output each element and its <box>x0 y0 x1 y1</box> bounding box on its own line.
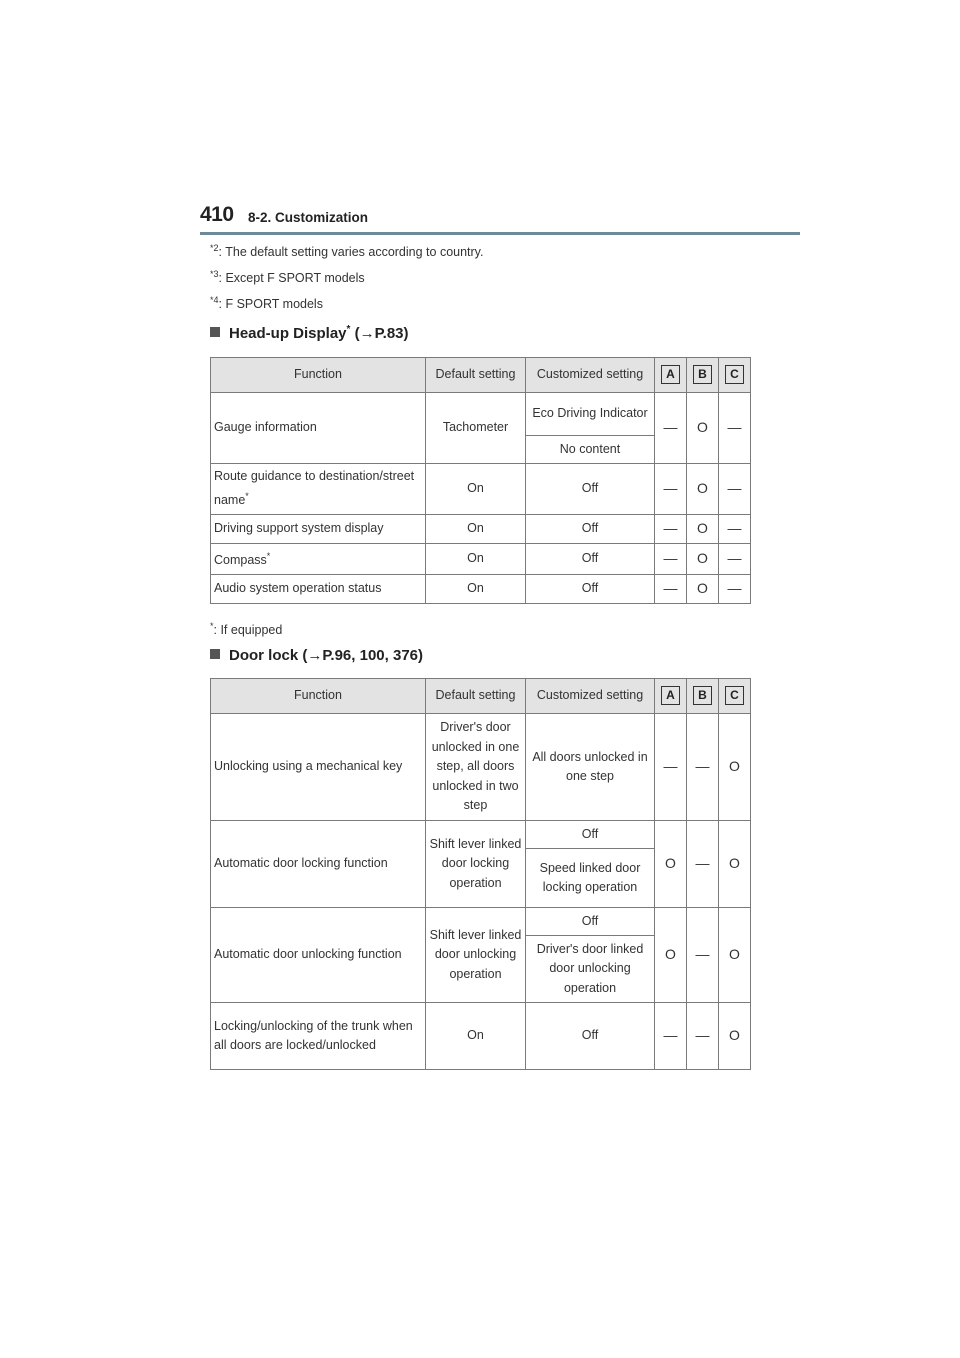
col-a: A <box>655 358 687 393</box>
table-row: Speed linked door locking operation <box>211 849 751 908</box>
note-4: $^{*4}$: F SPORT models <box>210 295 323 312</box>
door-table <box>210 678 751 1070</box>
table-row: Automatic door unlocking function Shift lever linked door unlocking operation Off O — O <box>211 908 751 936</box>
col-function: Function <box>211 358 426 393</box>
table-row: Compass* On Off — O — <box>211 544 751 575</box>
hud-heading: Head-up Display* (→P.83) <box>210 324 409 342</box>
col-customized: Customized setting <box>526 358 655 393</box>
col-function: Function <box>211 679 426 714</box>
col-a: A <box>655 679 687 714</box>
col-c: C <box>719 679 751 714</box>
table-row: Driving support system display On Off — O — <box>211 515 751 544</box>
col-b: B <box>687 679 719 714</box>
page-number: 410 <box>200 203 234 226</box>
table-row: No content <box>211 436 751 464</box>
table-row: Driver's door linked door unlocking operation <box>211 936 751 1003</box>
table-row: Locking/unlocking of the trunk when all doors are locked/unlocked On Off — — O <box>211 1003 751 1070</box>
table-row: Unlocking using a mechanical key Driver's door unlocked in one step, all doors unlocked in two step All doors unlocked in one step — — O <box>211 714 751 821</box>
page-header <box>200 203 800 237</box>
note-2: $^{*2}$: The default setting varies according to country. <box>210 243 484 260</box>
col-default: Default setting <box>426 358 526 393</box>
hud-footnote: *: If equipped <box>210 621 283 638</box>
door-heading: Door lock (→P.96, 100, 376) <box>210 647 423 664</box>
table-row: Gauge information Tachometer Eco Driving Indicator — O — <box>211 393 751 436</box>
hud-table <box>210 357 751 604</box>
header-rule <box>200 232 800 235</box>
table-header-row <box>211 358 751 393</box>
table-row: Automatic door locking function Shift lever linked door locking operation Off O — O <box>211 821 751 849</box>
table-row: Route guidance to destination/street name* On Off — O — <box>211 464 751 515</box>
col-c: C <box>719 358 751 393</box>
col-default: Default setting <box>426 679 526 714</box>
square-bullet-icon <box>210 649 220 659</box>
col-customized: Customized setting <box>526 679 655 714</box>
note-3: $^{*3}$: Except F SPORT models <box>210 269 365 286</box>
section-title: 8-2. Customization <box>248 210 369 225</box>
table-row: Audio system operation status On Off — O — <box>211 575 751 604</box>
square-bullet-icon <box>210 327 220 337</box>
col-b: B <box>687 358 719 393</box>
table-header-row <box>211 679 751 714</box>
